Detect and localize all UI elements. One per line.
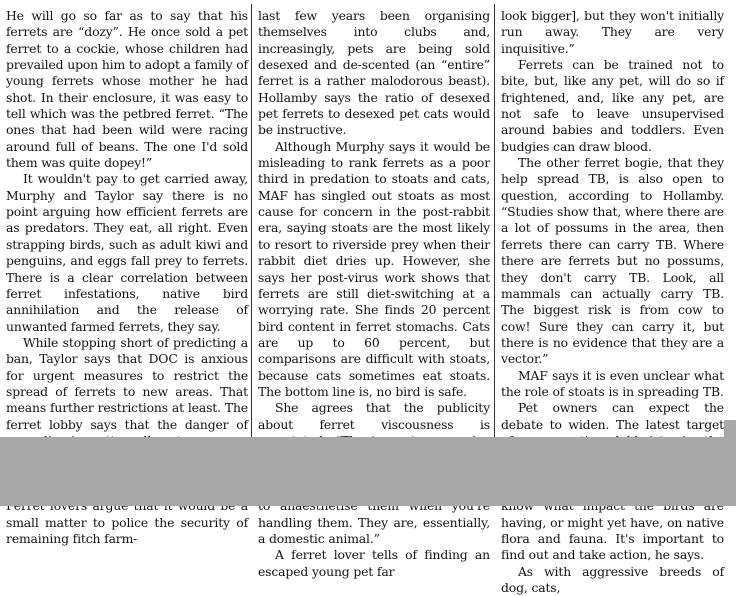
paragraph: Pet owners can expect the debate to widen. The latest target having, or might yet have, on native flora and fauna. It's important to find out and take action, he says. [501,400,724,563]
paragraph: A ferret lover tells of finding an escaped young pet far [258,547,490,579]
paragraph: She agrees that the publicity about ferret viscousness is handling them. They are, essentially, a domestic animal.” [258,400,490,546]
paragraph: It wouldn't pay to get carried away, Murphy and Taylor say there is no point arguing how efficient ferrets are as predators. They eat, all right. Even strapping birds, such as adult kiwi and penguins, and eggs fall prey to ferrets. There is a clear correlation between ferret infestations, native bird annihilation and the release of unwanted farmed ferrets, they say. [6,171,248,334]
column-divider [251,4,252,437]
scan-margin [724,420,736,437]
text-column-2 [258,8,490,579]
text-column-1 [6,8,248,546]
paragraph: small matter to police the security of remaining fitch farm- [6,514,248,546]
column-divider [494,4,495,437]
paragraph: While stopping short of predicting a ban, Taylor says that DOC is anxious for urgent measures to restrict the spread of ferrets to new areas. That means further restrictions at least. The ferret lobby says that the danger of [6,334,248,432]
paragraph: As with aggressive breeds of dog, cats, [501,563,724,596]
paragraph: The other ferret bogie, that they help spread TB, is also open to question, according to Hollamby. “Studies show that, where there are a lot of possums in the area, then ferrets there can carry TB. Where there are ferrets but no possums, they don't carry TB. Look, all mammals can actually carry TB. The biggest risk is from cow to cow! Sure they can carry it, but there is no evidence that they are a vector.” [501,155,724,367]
paragraph: MAF says it is even unclear what the role of stoats is in spreading TB. [501,367,724,399]
paragraph: look bigger], but they won't initially run away. They are very inquisitive.” [501,8,724,56]
text-column-3 [501,8,724,596]
scan-margin [0,437,736,506]
paragraph: Although Murphy says it would be misleading to rank ferrets as a poor third in predation to stoats and cats, MAF has singled out stoats as most cause for concern in the post-rabbit era, saying stoats are the most likely to resort to riverside prey when their rabbit diet dries up. However, she says her post-virus work shows that ferrets are still diet-switching at a worrying rate. She finds 20 percent bird content in ferret stomachs. Cats are up to 60 percent, but comparisons are difficult with stoats, because cats sometimes eat stoats. The bottom line is, no bird is safe. [258,138,490,399]
paragraph: He will go so far as to say that his ferrets are “dozy”. He once sold a pet ferret to a cockie, whose children had prevailed upon him to adopt a family of young ferrets whose mother he had shot. In their enclosure, it was easy to tell which was the petbred ferret. “The ones that had been wild were racing around full of beans. The one I'd sold them was quite dopey!” [6,8,248,171]
paragraph: Ferrets can be trained not to bite, but, like any pet, will do so if frightened, and, like any pet, are not safe to leave unsupervised around babies and toddlers. Even budgies can draw blood. [501,57,724,154]
paragraph: last few years been organising themselves into clubs and, increasingly, pets are being sold desexed and de-scented (an “entire” ferret is a rather malodorous beast). Hollamby says the ratio of desexed pet ferrets to desexed pet cats would be instructive. [258,8,490,138]
